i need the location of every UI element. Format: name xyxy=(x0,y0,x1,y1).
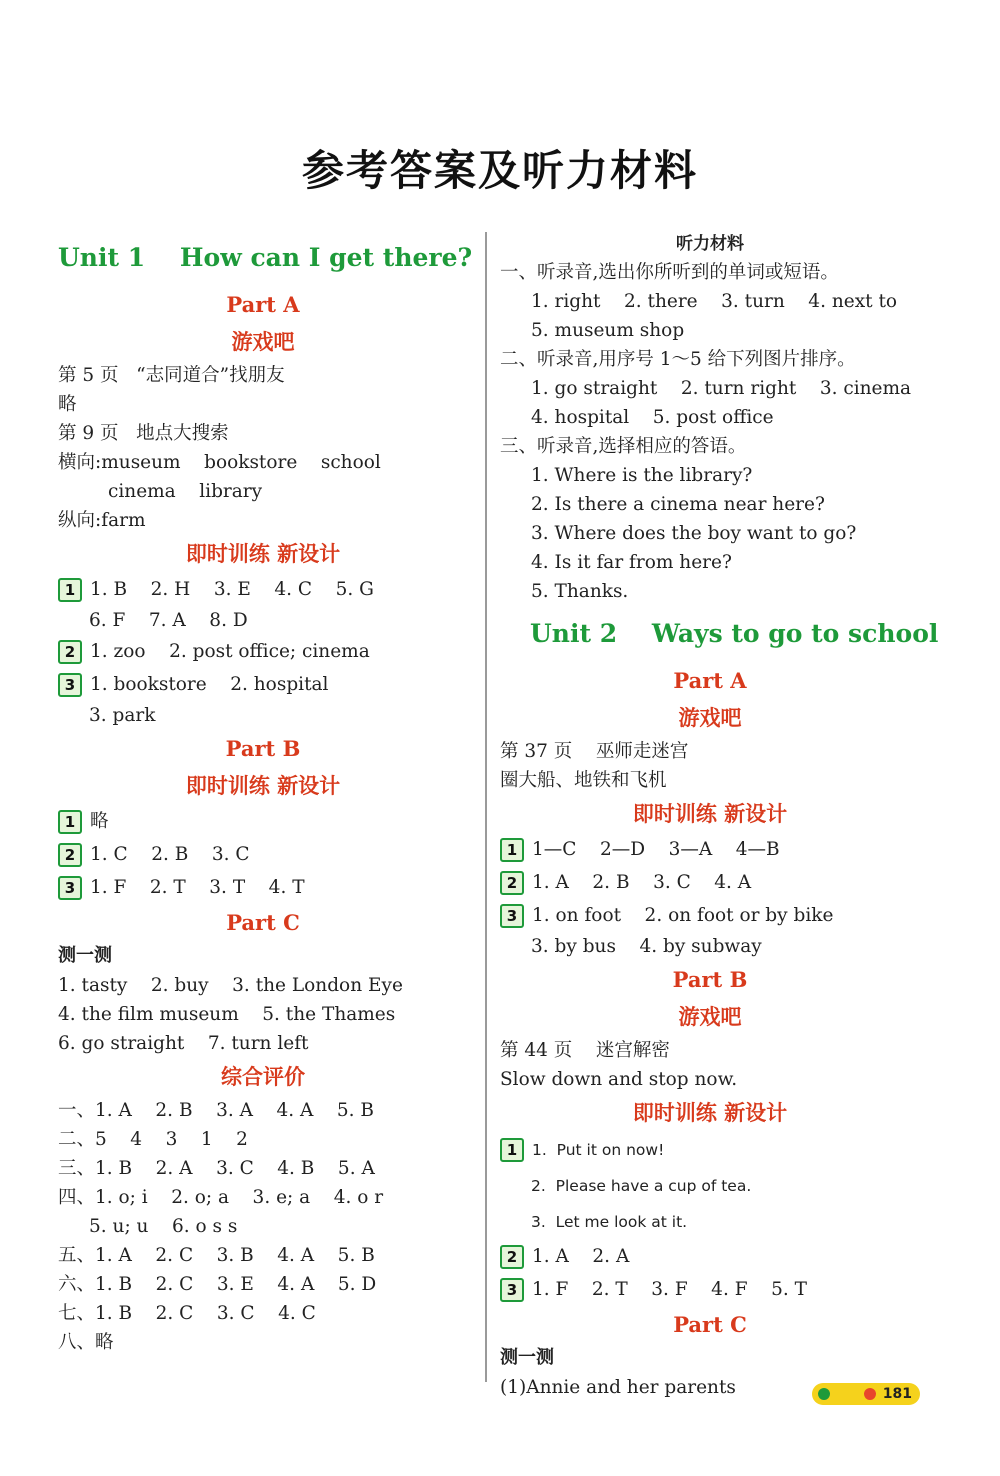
exercise-answers-cont: 3. Let me look at it. xyxy=(531,1213,688,1231)
exercise-answers: 1. bookstore 2. hospital xyxy=(90,674,329,695)
across-answer-cont: cinema library xyxy=(108,481,263,502)
exercise-number-badge: 1 xyxy=(58,810,82,834)
exercise-answers-cont: 2. Please have a cup of tea. xyxy=(531,1177,752,1195)
page5-item: 第 5 页 “志同道合”找朋友 xyxy=(58,365,285,386)
part-b-heading: Part B xyxy=(672,967,748,992)
exercise-answers: 1. A 2. B 3. C 4. A xyxy=(532,872,752,893)
listening-text: 3. Where does the boy want to go? xyxy=(531,523,857,544)
test-answer: (1)Annie and her parents xyxy=(500,1377,736,1398)
listening-text: 1. go straight 2. turn right 3. cinema xyxy=(531,378,912,399)
test-answer: 4. the film museum 5. the Thames xyxy=(58,1004,396,1025)
exercise-b3 xyxy=(58,871,468,904)
exercise-answers: 1. zoo 2. post office; cinema xyxy=(90,641,370,662)
review-answer: 二、5 4 3 1 2 xyxy=(58,1129,248,1150)
red-dot-icon xyxy=(864,1388,876,1400)
game-heading: 游戏吧 xyxy=(678,705,742,730)
review-answer: 八、略 xyxy=(58,1332,114,1353)
training-heading-b: 即时训练 新设计 xyxy=(185,773,341,798)
exercise-answers: 略 xyxy=(90,811,109,832)
page37-item: 第 37 页 巫师走迷宫 xyxy=(500,741,689,762)
training-heading: 即时训练 新设计 xyxy=(632,801,788,826)
exercise-number-badge: 2 xyxy=(58,843,82,867)
exercise-number-badge: 3 xyxy=(58,673,82,697)
left-column xyxy=(58,230,473,1357)
training-heading-b: 即时训练 新设计 xyxy=(632,1100,788,1125)
unit2-title: Unit 2 Ways to go to school xyxy=(530,619,939,648)
exercise-answers: 1. F 2. T 3. F 4. F 5. T xyxy=(532,1279,807,1300)
page5-answer: 略 xyxy=(58,394,77,415)
test-heading: 测一测 xyxy=(58,945,112,966)
exercise-answers-cont: 6. F 7. A 8. D xyxy=(89,610,248,631)
exercise-number-badge: 1 xyxy=(500,1138,524,1162)
exercise-number-badge: 3 xyxy=(500,904,524,928)
listening-text: 5. Thanks. xyxy=(531,581,629,602)
exercise-number-badge: 1 xyxy=(58,578,82,602)
review-answer: 五、1. A 2. C 3. B 4. A 5. B xyxy=(58,1245,375,1266)
listening-text: 4. Is it far from here? xyxy=(531,552,732,573)
exercise-2 xyxy=(500,866,920,899)
exercise-answers: 1. on foot 2. on foot or by bike xyxy=(532,905,834,926)
review-answer: 三、1. B 2. A 3. C 4. B 5. A xyxy=(58,1158,375,1179)
exercise-answers: 1. C 2. B 3. C xyxy=(90,844,250,865)
exercise-b1 xyxy=(500,1132,920,1168)
exercise-number-badge: 3 xyxy=(58,876,82,900)
review-heading: 综合评价 xyxy=(221,1064,305,1089)
down-answer: 纵向:farm xyxy=(58,510,146,531)
exercise-2 xyxy=(58,635,468,668)
training-heading: 即时训练 新设计 xyxy=(185,541,341,566)
exercise-number-badge: 3 xyxy=(500,1278,524,1302)
page-number: 181 xyxy=(882,1386,912,1402)
review-answer: 一、1. A 2. B 3. A 4. A 5. B xyxy=(58,1100,375,1121)
listening-text: 4. hospital 5. post office xyxy=(531,407,774,428)
review-answer: 七、1. B 2. C 3. C 4. C xyxy=(58,1303,316,1324)
across-answer: 横向:museum bookstore school xyxy=(58,452,381,473)
listening-text: 5. museum shop xyxy=(531,320,685,341)
exercise-answers-cont: 3. by bus 4. by subway xyxy=(531,936,762,957)
exercise-1 xyxy=(58,573,468,606)
game-heading-b: 游戏吧 xyxy=(678,1004,742,1029)
listening-text: 1. right 2. there 3. turn 4. next to xyxy=(531,291,898,312)
test-heading: 测一测 xyxy=(500,1347,554,1368)
part-c-heading: Part C xyxy=(673,1312,747,1337)
exercise-answers: 1. A 2. A xyxy=(532,1246,630,1267)
exercise-b3 xyxy=(500,1273,920,1306)
page9-item: 第 9 页 地点大搜索 xyxy=(58,423,229,444)
exercise-1 xyxy=(500,833,920,866)
exercise-3 xyxy=(500,899,920,932)
column-divider xyxy=(485,232,487,1382)
exercise-b1 xyxy=(58,805,468,838)
part-a-heading: Part A xyxy=(226,292,300,317)
part-b-heading: Part B xyxy=(225,736,301,761)
listening-question: 三、听录音,选择相应的答语。 xyxy=(500,436,747,457)
page37-answer: 圈大船、地铁和飞机 xyxy=(500,770,667,791)
unit1-title: Unit 1 How can I get there? xyxy=(58,243,473,272)
exercise-number-badge: 2 xyxy=(500,871,524,895)
listening-question: 一、听录音,选出你所听到的单词或短语。 xyxy=(500,262,839,283)
exercise-number-badge: 2 xyxy=(58,640,82,664)
part-a-heading: Part A xyxy=(673,668,747,693)
exercise-answers-cont: 3. park xyxy=(89,705,156,726)
exercise-3 xyxy=(58,668,468,701)
exercise-b2 xyxy=(500,1240,920,1273)
exercise-answers: 1. F 2. T 3. T 4. T xyxy=(90,877,305,898)
page44-answer: Slow down and stop now. xyxy=(500,1069,738,1090)
review-answer: 四、1. o; i 2. o; a 3. e; a 4. o r xyxy=(58,1187,384,1208)
exercise-answers: 1—C 2—D 3—A 4—B xyxy=(532,839,780,860)
page-title: 参考答案及听力材料 xyxy=(301,146,698,195)
right-column xyxy=(500,230,939,1402)
part-c-heading: Part C xyxy=(226,910,300,935)
review-answer: 六、1. B 2. C 3. E 4. A 5. D xyxy=(58,1274,377,1295)
listening-heading: 听力材料 xyxy=(676,234,744,254)
exercise-answers: 1. Put it on now! xyxy=(532,1141,665,1159)
page44-item: 第 44 页 迷宫解密 xyxy=(500,1040,670,1061)
game-heading: 游戏吧 xyxy=(231,329,295,354)
test-answer: 6. go straight 7. turn left xyxy=(58,1033,309,1054)
listening-question: 二、听录音,用序号 1～5 给下列图片排序。 xyxy=(500,349,856,370)
green-dot-icon xyxy=(818,1388,830,1400)
exercise-answers: 1. B 2. H 3. E 4. C 5. G xyxy=(90,579,374,600)
exercise-b2 xyxy=(58,838,468,871)
page-number-badge xyxy=(812,1383,920,1405)
test-answer: 1. tasty 2. buy 3. the London Eye xyxy=(58,975,403,996)
exercise-number-badge: 1 xyxy=(500,838,524,862)
listening-text: 1. Where is the library? xyxy=(531,465,753,486)
listening-text: 2. Is there a cinema near here? xyxy=(531,494,825,515)
exercise-number-badge: 2 xyxy=(500,1245,524,1269)
review-answer-cont: 5. u; u 6. o s s xyxy=(89,1216,238,1237)
